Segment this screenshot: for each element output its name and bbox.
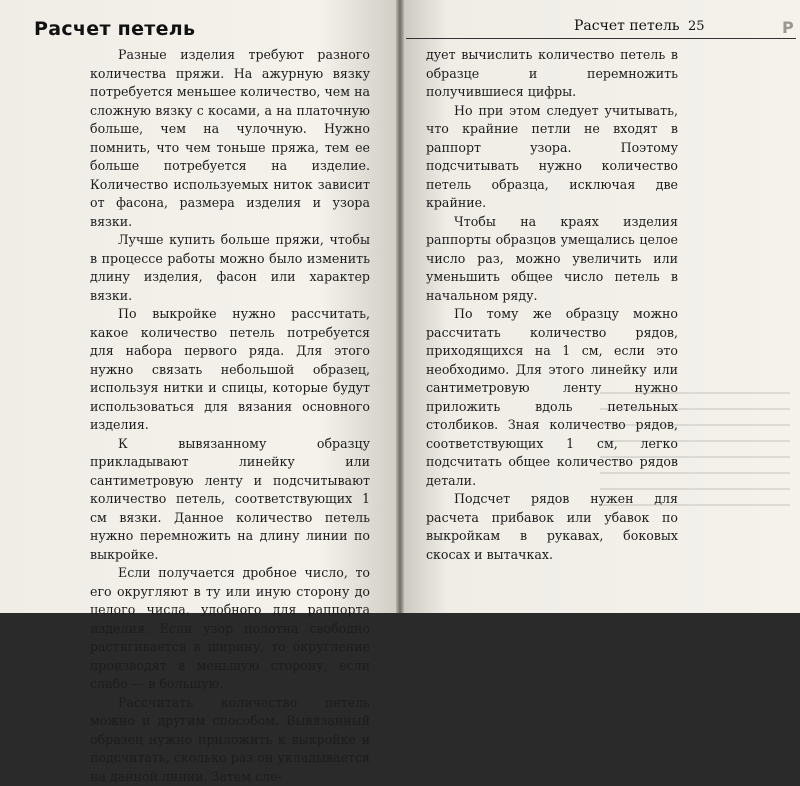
paragraph: Лучше купить больше пряжи, чтобы в процессе работы можно было изменить длину изделия, фасон или характер вязки. — [90, 231, 370, 305]
paragraph: Если получается дробное число, то его округляют в ту или иную сторону до целого числа, удобного для раппорта изделия. Если узор полотна свободно растягивается в ширину, то округление производят в меньшую сторону, если слабо — в большую. — [90, 564, 370, 694]
page-number: 25 — [688, 19, 705, 34]
right-page — [400, 0, 800, 613]
paragraph: Разные изделия требуют разного количества пряжи. На ажурную вязку потребуется меньшее количество, чем на сложную вязку с косами, а на платочную больше, чем на чулочную. Нужно помнить, что чем тоньше пряжа, тем ее больше потребуется на изделие. Количество используемых ниток зависит от фасона, размера изделия и узора вязки. — [90, 46, 370, 231]
chapter-title: Расчет петель — [34, 18, 195, 40]
paragraph: Чтобы на краях изделия раппорты образцов умещались целое число раз, можно увеличить или уменьшить общее число петель в начальном ряду. — [426, 213, 678, 306]
left-page-body — [90, 46, 370, 786]
left-page — [0, 0, 400, 613]
continued-paragraph: дует вычислить количество петель в образце и перемножить получившиеся цифры. — [426, 46, 678, 102]
paragraph: По тому же образцу можно рассчитать количество рядов, приходящихся на 1 см, если это необходимо. Для этого линейку или сантиметровую ленту нужно приложить вдоль петельных столбиков. Зная количество рядов, соответствующих 1 см, легко подсчитать общее количество рядов детали. — [426, 305, 678, 490]
paragraph: Но при этом следует учитывать, что крайние петли не входят в раппорт узора. Поэтому подсчитывать нужно количество петель образца, исключая две крайние. — [426, 102, 678, 213]
paragraph: По выкройке нужно рассчитать, какое количество петель потребуется для набора первого ряда. Для этого нужно связать небольшой образец, используя нитки и спицы, которые будут использоваться для вязания основного изделия. — [90, 305, 370, 435]
adjacent-page-bleed: Р — [782, 18, 800, 42]
running-title: Расчет петель — [574, 18, 680, 34]
running-header — [406, 18, 796, 39]
show-through-texture — [600, 392, 790, 532]
paragraph: Рассчитать количество петель можно и другим способом. Вывязанный образец нужно приложить к выкройке и подсчитать, сколько раз он укладывается на данной линии. Затем сле- — [90, 694, 370, 786]
paragraph: К вывязанному образцу прикладывают линейку или сантиметровую ленту и подсчитывают количество петель, соответствующих 1 см вязки. Данное количество петель нужно перемножить на длину линии по выкройке. — [90, 435, 370, 565]
paragraph: Подсчет рядов нужен для расчета прибавок или убавок по выкройкам в рукавах, боковых скосах и вытачках. — [426, 490, 678, 564]
book-spine — [396, 0, 404, 613]
